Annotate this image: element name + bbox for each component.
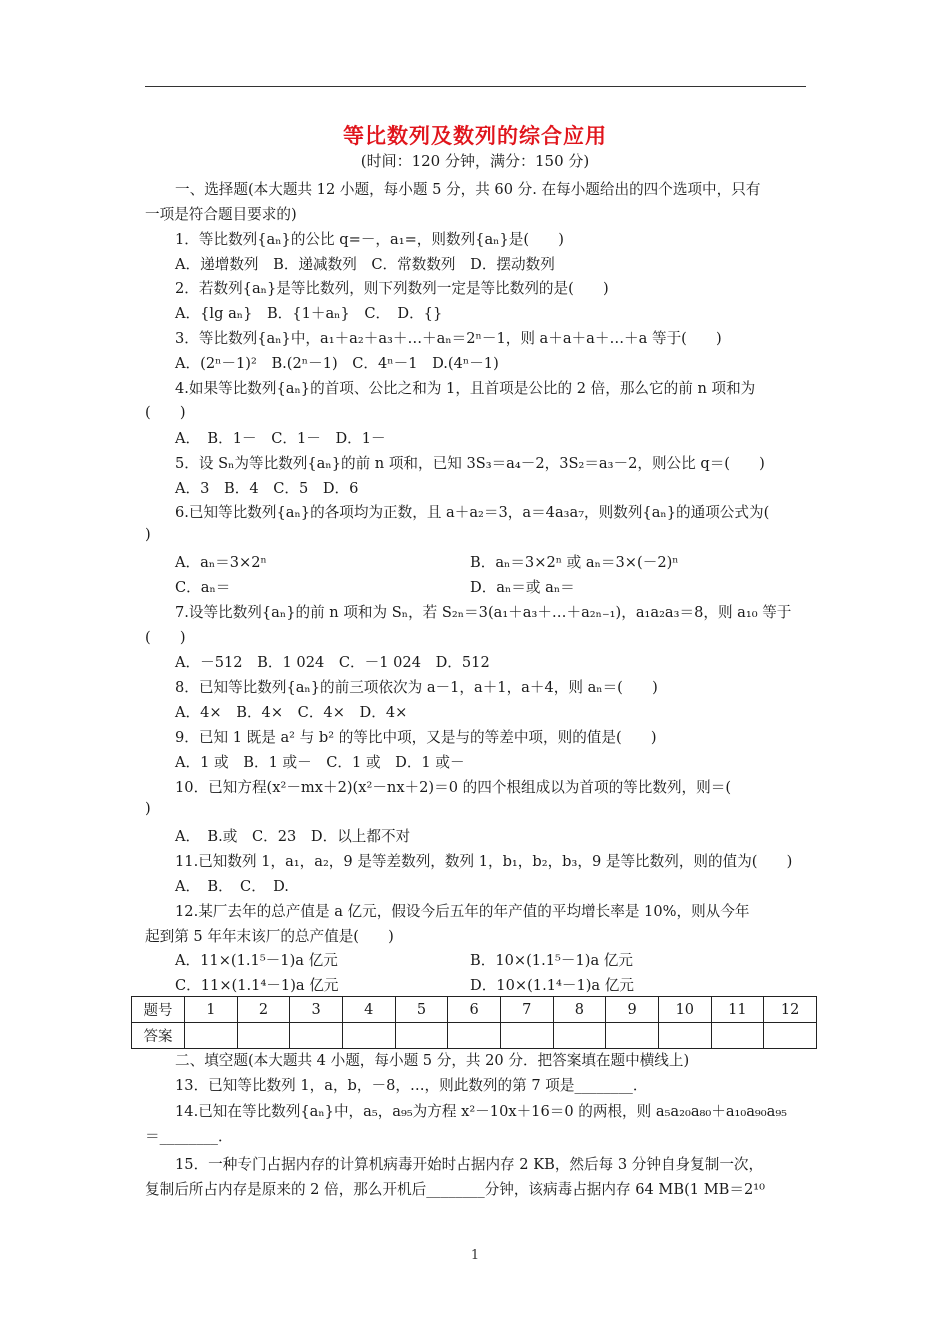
answer-cell[interactable] — [290, 1023, 343, 1049]
question-number-cell: 6 — [448, 997, 501, 1023]
q1-options: A．递增数列 B．递减数列 C．常数数列 D．摆动数列 — [175, 256, 555, 273]
q4-stem: 4.如果等比数列{aₙ}的首项、公比之和为 1，且首项是公比的 2 倍，那么它的前 n 项和为 — [175, 380, 756, 397]
page-title: 等比数列及数列的综合应用 — [343, 124, 607, 148]
q12-option-b: B．10×(1.1⁵－1)a 亿元 — [470, 952, 633, 969]
q4-stem-cont: ( ) — [145, 404, 186, 421]
q14-stem-cont: ＝________． — [145, 1128, 233, 1145]
q10-stem: 10．已知方程(x²－mx＋2)(x²－nx＋2)＝0 的四个根组成以为首项的等比数列，则＝( — [175, 779, 732, 796]
answer-table-answer-row — [132, 1023, 817, 1049]
q12-option-d: D．10×(1.1⁴－1)a 亿元 — [470, 977, 634, 994]
answer-cell[interactable] — [448, 1023, 501, 1049]
q6-stem-cont: ) — [145, 526, 151, 543]
answer-table — [131, 996, 817, 1049]
q15-stem-cont: 复制后所占内存是原来的 2 倍，那么开机后________分钟，该病毒占据内存 64 MB(1 MB＝2¹⁰ — [145, 1181, 765, 1198]
answer-cell[interactable] — [342, 1023, 395, 1049]
q10-options: A． B.或 C．23 D．以上都不对 — [175, 828, 411, 845]
q3-options: A．(2ⁿ－1)² B.(2ⁿ－1) C．4ⁿ－1 D.(4ⁿ－1) — [175, 355, 499, 372]
q12-stem-cont: 起到第 5 年年末该厂的总产值是( ) — [145, 928, 394, 945]
question-number-label: 题号 — [132, 997, 185, 1023]
q7-stem: 7.设等比数列{aₙ}的前 n 项和为 Sₙ，若 S₂ₙ＝3(a₁＋a₃＋…＋a₂ₙ₋₁)，a₁a₂a₃＝8，则 a₁₀ 等于 — [175, 604, 792, 621]
question-number-cell: 2 — [237, 997, 290, 1023]
question-number-cell: 7 — [500, 997, 553, 1023]
page-number: 1 — [470, 1248, 480, 1263]
q7-options: A．－512 B．1 024 C．－1 024 D．512 — [175, 654, 490, 671]
page-subtitle: (时间：120 分钟，满分：150 分) — [360, 152, 590, 170]
answer-cell[interactable] — [500, 1023, 553, 1049]
q14-stem: 14.已知在等比数列{aₙ}中，a₅，a₉₅为方程 x²－10x＋16＝0 的两根，则 a₅a₂₀a₈₀＋a₁₀a₉₀a₉₅ — [175, 1103, 788, 1120]
question-number-cell: 12 — [764, 997, 817, 1023]
section-one-heading: 一、选择题(本大题共 12 小题，每小题 5 分，共 60 分. 在每小题给出的四个选项中，只有 — [175, 181, 761, 198]
question-number-cell: 4 — [342, 997, 395, 1023]
answer-cell[interactable] — [553, 1023, 606, 1049]
header-rule — [145, 86, 806, 87]
q3-stem: 3．等比数列{aₙ}中，a₁＋a₂＋a₃＋…＋aₙ＝2ⁿ－1，则 a＋a＋a＋…＋a 等于( ) — [175, 330, 722, 347]
answer-table-header-row — [132, 997, 817, 1023]
q9-options: A．1 或 B．1 或－ C．1 或 D．1 或－ — [175, 754, 465, 771]
answer-cell[interactable] — [395, 1023, 448, 1049]
q8-options: A．4× B．4× C．4× D．4× — [175, 704, 408, 721]
section-two-heading: 二、填空题(本大题共 4 小题，每小题 5 分，共 20 分．把答案填在题中横线上) — [175, 1052, 690, 1069]
q2-stem: 2．若数列{aₙ}是等比数列，则下列数列一定是等比数列的是( ) — [175, 280, 609, 297]
q13-stem: 13．已知等比数列 1，a，b，－8，…，则此数列的第 7 项是________． — [175, 1077, 648, 1094]
answer-cell[interactable] — [185, 1023, 238, 1049]
q1-stem: 1．等比数列{aₙ}的公比 q=－，a₁=，则数列{aₙ}是( ) — [175, 231, 564, 248]
q6-option-c: C．aₙ＝ — [175, 579, 231, 596]
q8-stem: 8．已知等比数列{aₙ}的前三项依次为 a－1，a＋1，a＋4，则 aₙ＝( ) — [175, 679, 658, 696]
q11-stem: 11.已知数列 1，a₁，a₂，9 是等差数列，数列 1，b₁，b₂，b₃，9 是等比数列，则的值为( ) — [175, 853, 793, 870]
q4-options: A． B．1－ C．1－ D．1－ — [175, 430, 386, 447]
answer-cell[interactable] — [237, 1023, 290, 1049]
q11-options: A． B． C． D. — [175, 878, 289, 895]
q12-option-a: A．11×(1.1⁵－1)a 亿元 — [175, 952, 338, 969]
question-number-cell: 1 — [185, 997, 238, 1023]
q6-option-a: A．aₙ＝3×2ⁿ — [175, 554, 267, 571]
question-number-cell: 10 — [658, 997, 711, 1023]
question-number-cell: 5 — [395, 997, 448, 1023]
answer-cell[interactable] — [658, 1023, 711, 1049]
answer-label: 答案 — [132, 1023, 185, 1049]
section-one-heading-cont: 一项是符合题目要求的) — [145, 206, 297, 223]
q2-options: A．{lg aₙ} B．{1＋aₙ} C． D．{} — [175, 305, 443, 322]
q10-stem-cont: ) — [145, 800, 151, 817]
q6-option-b: B．aₙ＝3×2ⁿ 或 aₙ＝3×(－2)ⁿ — [470, 554, 679, 571]
answer-cell[interactable] — [606, 1023, 659, 1049]
question-number-cell: 3 — [290, 997, 343, 1023]
q5-stem: 5．设 Sₙ为等比数列{aₙ}的前 n 项和，已知 3S₃＝a₄－2，3S₂＝a₃－2，则公比 q＝( ) — [175, 455, 765, 472]
q5-options: A．3 B．4 C．5 D．6 — [175, 480, 359, 497]
q6-stem: 6.已知等比数列{aₙ}的各项均为正数，且 a＋a₂＝3，a＝4a₃a₇，则数列{aₙ}的通项公式为( — [175, 504, 770, 521]
question-number-cell: 9 — [606, 997, 659, 1023]
question-number-cell: 11 — [711, 997, 764, 1023]
q6-option-d: D．aₙ＝或 aₙ＝ — [470, 579, 575, 596]
question-number-cell: 8 — [553, 997, 606, 1023]
q7-stem-cont: ( ) — [145, 629, 186, 646]
q12-option-c: C．11×(1.1⁴－1)a 亿元 — [175, 977, 339, 994]
q12-stem: 12.某厂去年的总产值是 a 亿元，假设今后五年的年产值的平均增长率是 10%，则从今年 — [175, 903, 750, 920]
q15-stem: 15．一种专门占据内存的计算机病毒开始时占据内存 2 KB，然后每 3 分钟自身复制一次， — [175, 1156, 764, 1173]
q9-stem: 9．已知 1 既是 a² 与 b² 的等比中项，又是与的等差中项，则的值是( ) — [175, 729, 657, 746]
answer-cell[interactable] — [764, 1023, 817, 1049]
answer-cell[interactable] — [711, 1023, 764, 1049]
